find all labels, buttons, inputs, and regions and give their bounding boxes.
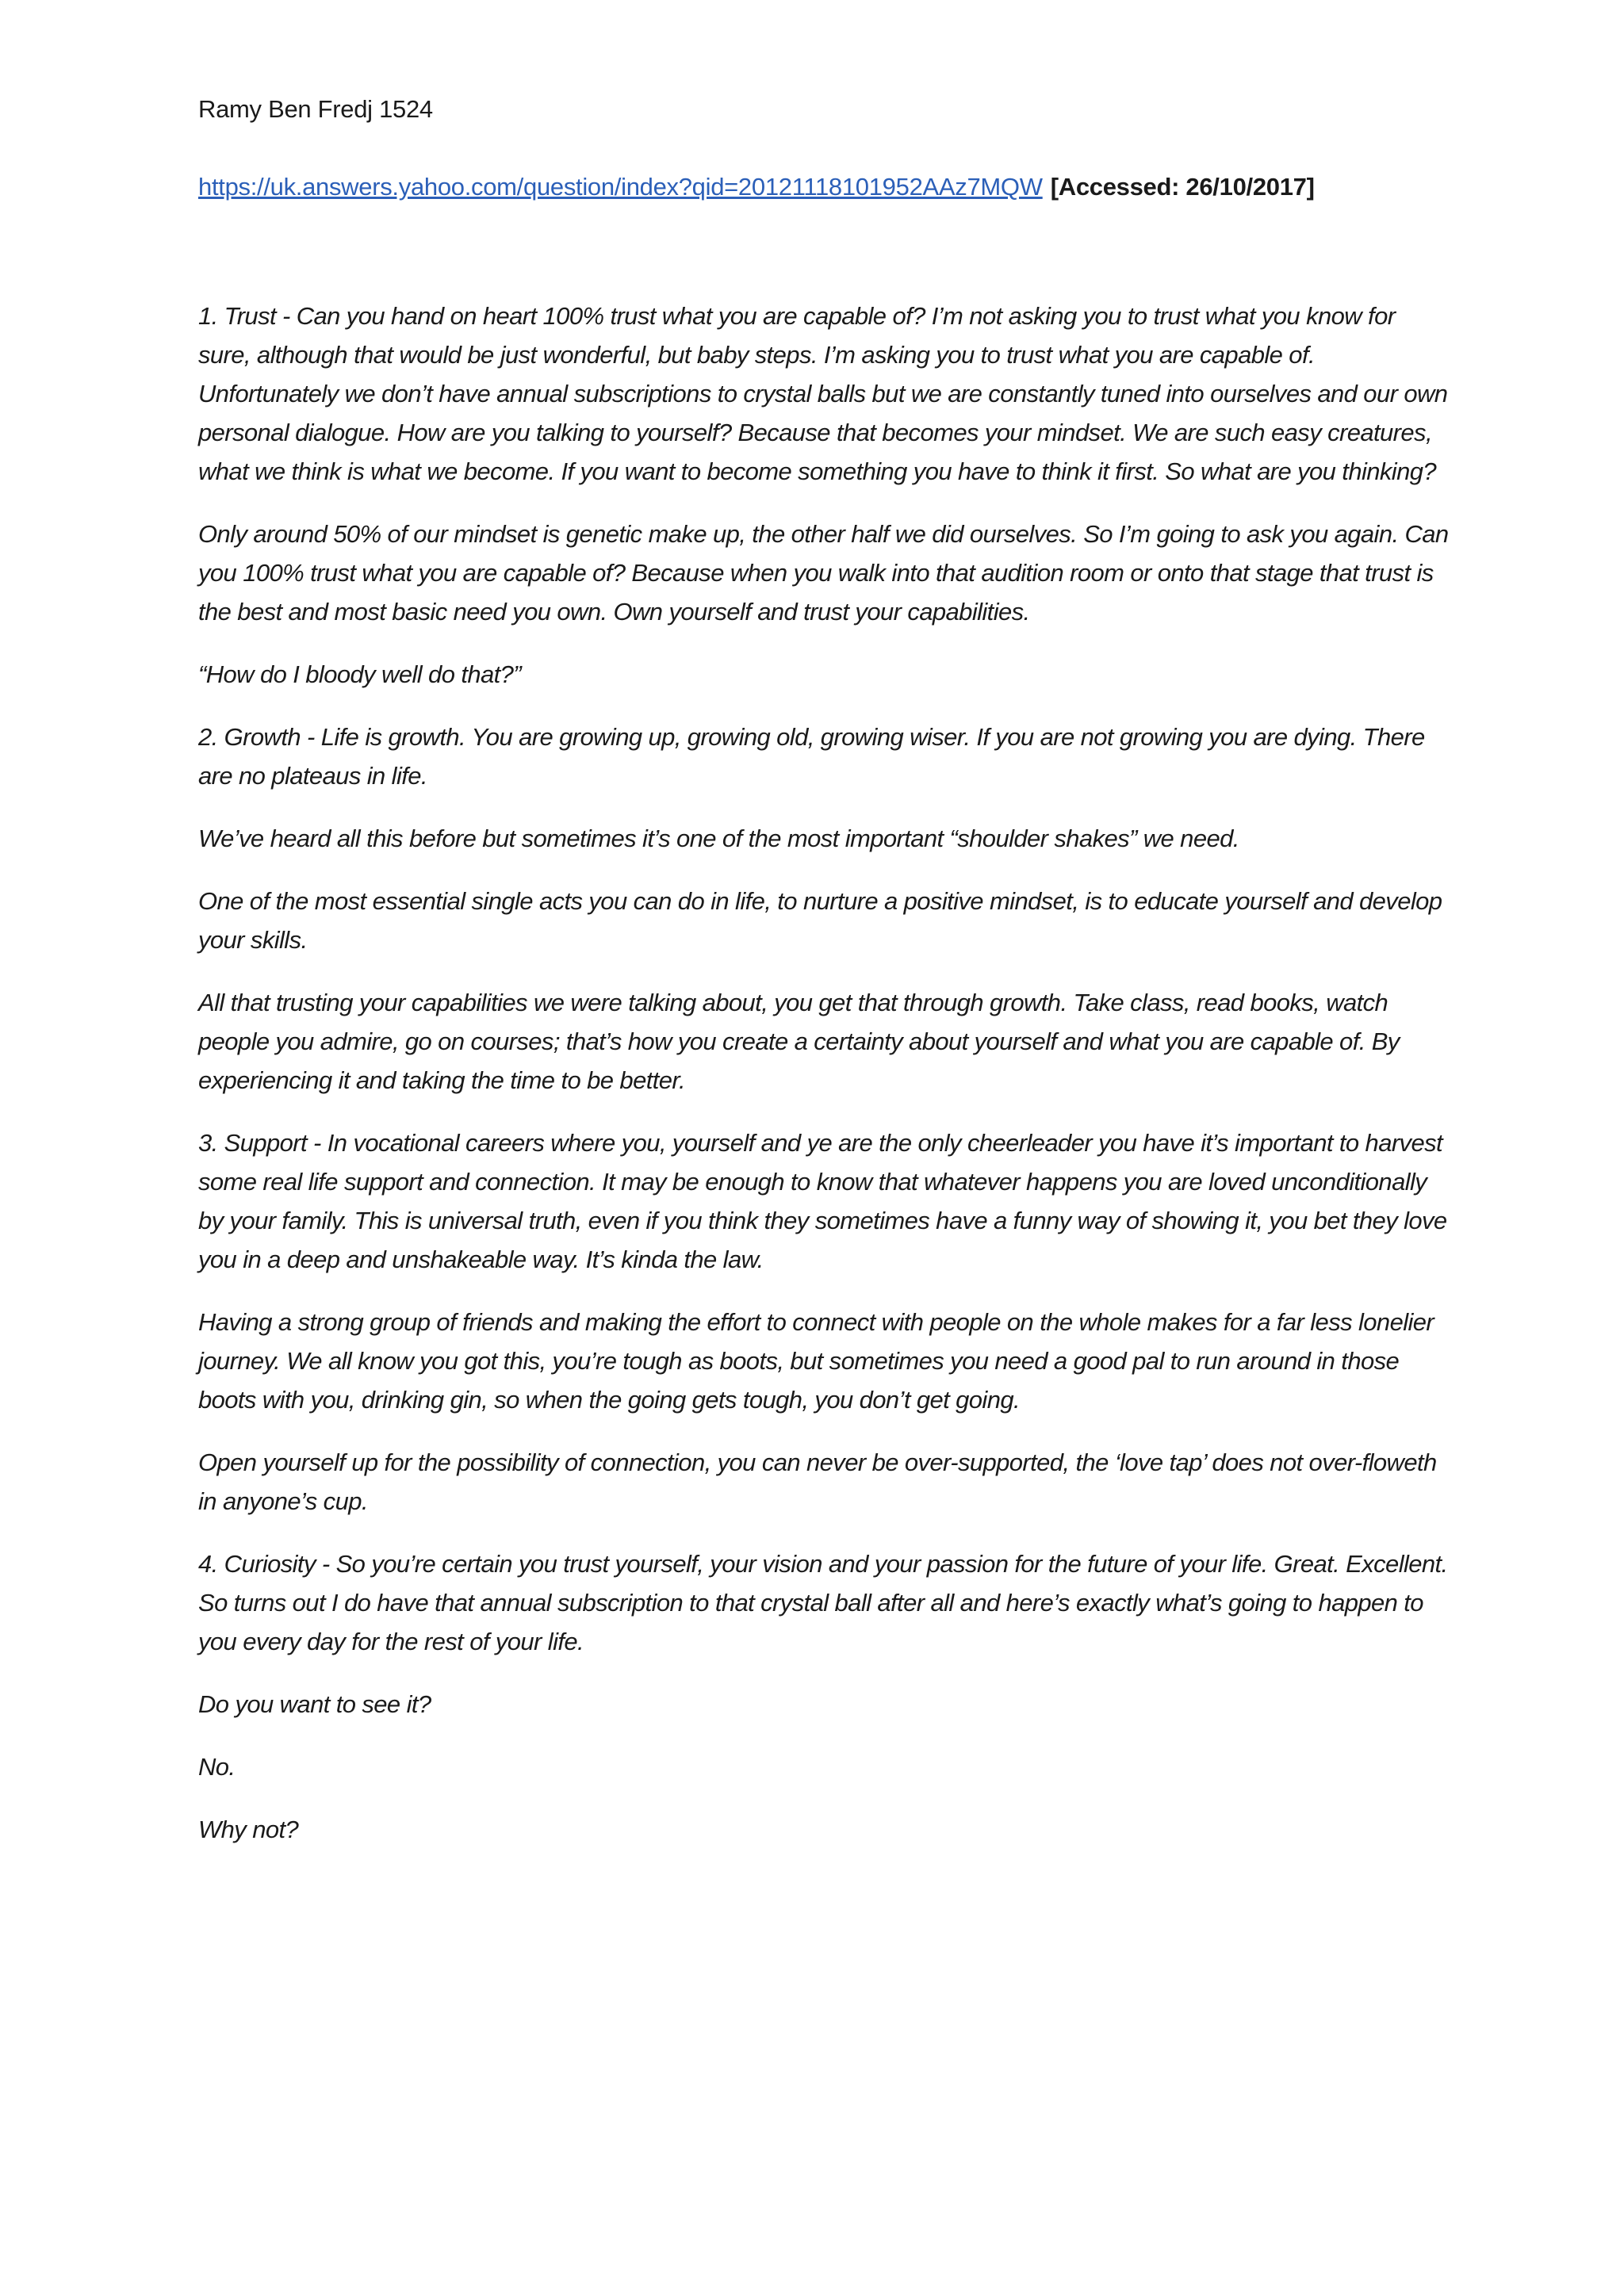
paragraph: 1. Trust - Can you hand on heart 100% trust what you are capable of? I’m not asking you to trust what you know for sure, although that would be just wonderful, but baby steps. I’m asking you to trust what you are capable of. Unfortunately we don’t have annual subscriptions to crystal balls but we are constantly tuned into ourselves and our own personal dialogue. How are you talking to yourself? Because that becomes your mindset. We are such easy creatures, what we think is what we become. If you want to become something you have to think it first. So what are you thinking?: [198, 302, 1448, 485]
author-line: Ramy Ben Fredj 1524: [198, 95, 433, 123]
paragraph: 3. Support - In vocational careers where you, yourself and ye are the only cheerleader you have it’s important to harvest some real life support and connection. It may be enough to know that whatever happens you are loved unconditionally by your family. This is universal truth, even if you think they sometimes have a funny way of showing it, you bet they love you in a deep and unshakeable way. It’s kinda the law.: [198, 1129, 1447, 1273]
paragraph: Only around 50% of our mindset is genetic make up, the other half we did ourselves. So I’m going to ask you again. Can you 100% trust what you are capable of? Because when you walk into that audition room or onto that stage that trust is the best and most basic need you own. Own yourself and trust your capabilities.: [198, 520, 1449, 626]
paragraph: We’ve heard all this before but sometimes it’s one of the most important “shoulder shakes” we need.: [198, 825, 1239, 852]
document-page: [198, 94, 1451, 1873]
paragraph: Do you want to see it?: [198, 1690, 431, 1718]
paragraph: 2. Growth - Life is growth. You are growing up, growing old, growing wiser. If you are not growing you are dying. There are no plateaus in life.: [198, 723, 1425, 790]
paragraph: Why not?: [198, 1816, 299, 1843]
paragraph: “How do I bloody well do that?”: [198, 660, 522, 688]
paragraph: One of the most essential single acts you can do in life, to nurture a positive mindset, is to educate yourself and develop your skills.: [198, 887, 1442, 954]
paragraph: No.: [198, 1753, 236, 1781]
paragraph: 4. Curiosity - So you’re certain you trust yourself, your vision and your passion for the future of your life. Great. Excellent. So turns out I do have that annual subscription to that crystal ball after all and here’s exactly what’s going to happen to you every day for the rest of your life.: [198, 1550, 1448, 1655]
paragraph: Having a strong group of friends and making the effort to connect with people on the whole makes for a far less lonelier journey. We all know you got this, you’re tough as boots, but sometimes you need a good pal to run around in those boots with you, drinking gin, so when the going gets tough, you don’t get going.: [198, 1308, 1434, 1414]
document-body: [198, 297, 1451, 1849]
paragraph: Open yourself up for the possibility of connection, you can never be over-supported, the ‘love tap’ does not over-floweth in anyone’s cup.: [198, 1448, 1437, 1515]
source-link[interactable]: https://uk.answers.yahoo.com/question/index?qid=20121118101952AAz7MQW: [198, 173, 1043, 201]
accessed-date: [Accessed: 26/10/2017]: [1050, 173, 1315, 201]
source-reference: [198, 171, 1451, 203]
paragraph: All that trusting your capabilities we were talking about, you get that through growth. Take class, read books, watch people you admire, go on courses; that’s how you create a certainty about yourself and what you are capable of. By experiencing it and taking the time to be better.: [198, 989, 1400, 1094]
